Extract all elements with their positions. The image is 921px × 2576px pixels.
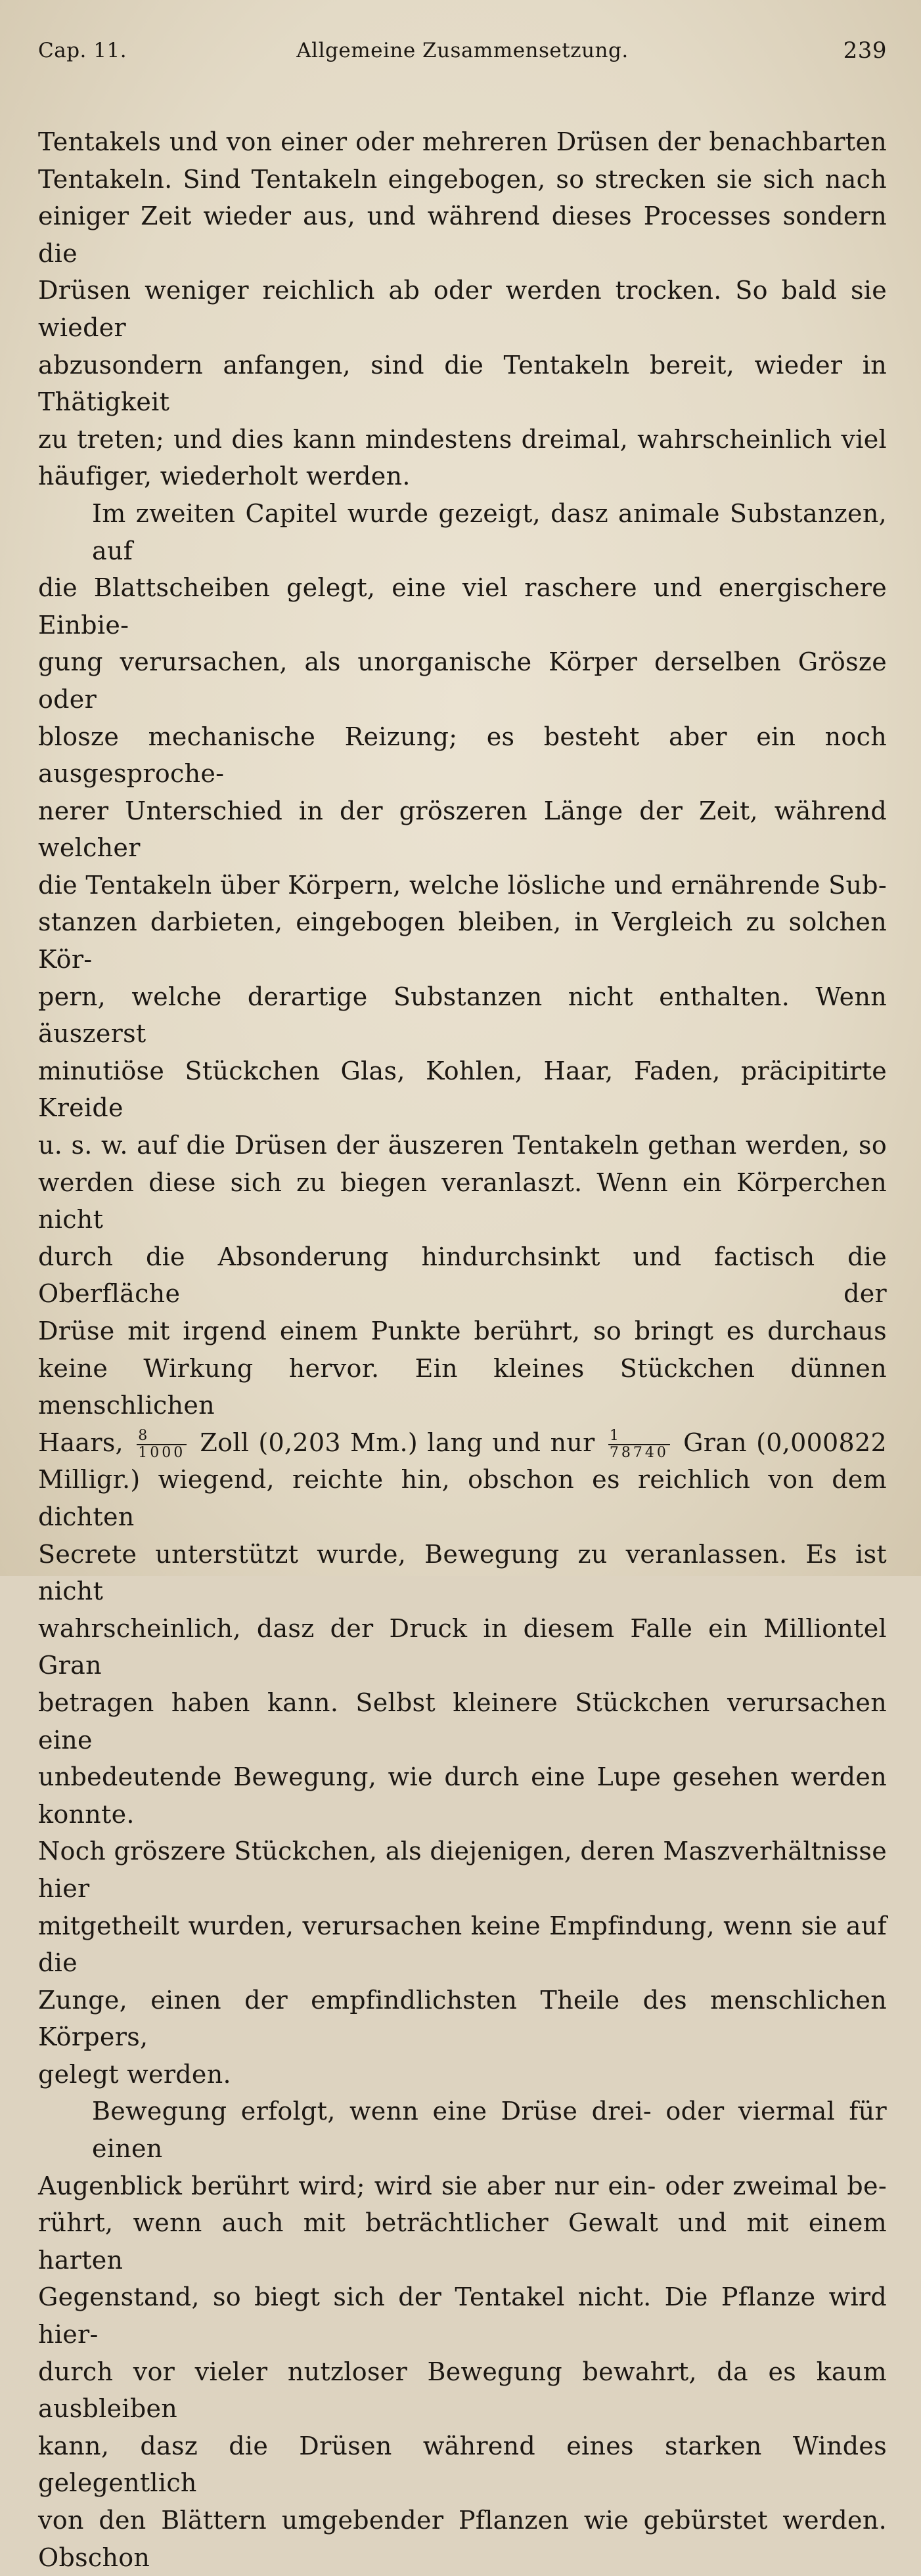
text-line: wahrscheinlich, dasz der Druck in diesem Falle ein Milliontel Gran: [38, 1613, 887, 1680]
running-title: Allgemeine Zusammensetzung.: [296, 39, 629, 62]
text-line: Tentakeln. Sind Tentakeln eingebogen, so strecken sie sich nach: [38, 164, 887, 194]
fraction-numerator: 8: [137, 1428, 187, 1445]
text-line: werden diese sich zu biegen veranlaszt. Wenn ein Körperchen nicht: [38, 1168, 887, 1234]
fraction-line-end: Gran (0,000822: [683, 1428, 887, 1457]
text-line: Secrete unterstützt wurde, Bewegung zu veranlassen. Es ist nicht: [38, 1539, 887, 1606]
fraction-inch: [137, 1428, 187, 1461]
text-line: nerer Unterschied in der gröszeren Länge der Zeit, während welcher: [38, 796, 887, 863]
text-line: Augenblick berührt wird; wird sie aber nur ein- oder zweimal be-: [38, 2171, 887, 2200]
text-line: Noch gröszere Stückchen, als diejenigen, deren Maszverhältnisse hier: [38, 1837, 887, 1903]
text-line: gelegt werden.: [38, 2059, 231, 2089]
fraction-numerator: 1: [608, 1428, 670, 1445]
text-line: die Blattscheiben gelegt, eine viel raschere und energischere Einbie-: [38, 573, 887, 640]
chapter-label: Cap. 11.: [38, 39, 127, 62]
text-line: die Tentakeln über Körpern, welche lösliche und ernährende Sub-: [38, 870, 887, 900]
fraction-grain: [608, 1428, 670, 1461]
running-head: [38, 34, 887, 67]
text-line: häufiger, wiederholt werden.: [38, 462, 411, 491]
text-line: stanzen darbieten, eingebogen bleiben, in Vergleich zu solchen Kör-: [38, 907, 887, 974]
text-line: pern, welche derartige Substanzen nicht enthalten. Wenn äuszerst: [38, 982, 887, 1049]
text-line: Bewegung erfolgt, wenn eine Drüse drei- oder viermal für einen: [92, 2097, 887, 2164]
text-line: betragen haben kann. Selbst kleinere Stückchen verursachen eine: [38, 1688, 887, 1755]
text-line: Drüse mit irgend einem Punkte berührt, so bringt es durchaus: [38, 1317, 887, 1345]
fraction-denominator: 78740: [609, 1445, 669, 1462]
text-line: einiger Zeit wieder aus, und während dieses Processes sondern die: [38, 202, 887, 268]
text-line: zu treten; und dies kann mindestens dreimal, wahrscheinlich viel: [38, 424, 887, 454]
text-line: Tentakels und von einer oder mehreren Drüsen der benachbarten: [38, 127, 887, 156]
text-line: Zunge, einen der empfindlichsten Theile des menschlichen Körpers,: [38, 1985, 887, 2052]
fraction-line: [38, 1424, 887, 1462]
text-line: von den Blättern umgebender Pflanzen wie gebürstet werden. Obschon: [38, 2506, 887, 2572]
text-line: Gegenstand, so biegt sich der Tentakel nicht. Die Pflanze wird hier-: [38, 2282, 887, 2349]
text-line: durch vor vieler nutzloser Bewegung bewahrt, da es kaum ausbleiben: [38, 2357, 887, 2424]
fraction-denominator: 1000: [138, 1445, 186, 1462]
text-line: gung verursachen, als unorganische Körper derselben Grösze oder: [38, 647, 887, 714]
text-line: u. s. w. auf die Drüsen der äuszeren Tentakeln gethan werden, so: [38, 1131, 887, 1160]
text-body: [38, 123, 887, 2576]
text-line: Milligr.) wiegend, reichte hin, obschon es reichlich von dem dichten: [38, 1465, 887, 1531]
fraction-line-middle: Zoll (0,203 Mm.) lang und nur: [200, 1428, 595, 1457]
text-line: unbedeutende Bewegung, wie durch eine Lupe gesehen werden konnte.: [38, 1762, 887, 1829]
text-line: Im zweiten Capitel wurde gezeigt, dasz animale Substanzen, auf: [92, 498, 887, 565]
text-line: minutiöse Stückchen Glas, Kohlen, Haar, Faden, präcipitirte Kreide: [38, 1056, 887, 1123]
page-number: 239: [843, 37, 887, 64]
text-line: Drüsen weniger reichlich ab oder werden trocken. So bald sie wieder: [38, 276, 887, 342]
text-line: durch die Absonderung hindurchsinkt und factisch die Oberfläche der: [38, 1242, 887, 1309]
text-line: kann, dasz die Drüsen während eines starken Windes gelegentlich: [38, 2431, 887, 2498]
fraction-line-start: Haars,: [38, 1428, 124, 1457]
text-line: abzusondern anfangen, sind die Tentakeln bereit, wieder in Thätigkeit: [38, 350, 887, 417]
text-line: mitgetheilt wurden, verursachen keine Empfindung, wenn sie auf die: [38, 1911, 887, 1978]
text-line: keine Wirkung hervor. Ein kleines Stückchen dünnen menschlichen: [38, 1353, 887, 1420]
text-line: blosze mechanische Reizung; es besteht aber ein noch ausgesproche-: [38, 722, 887, 789]
text-line: rührt, wenn auch mit beträchtlicher Gewalt und mit einem harten: [38, 2208, 887, 2275]
